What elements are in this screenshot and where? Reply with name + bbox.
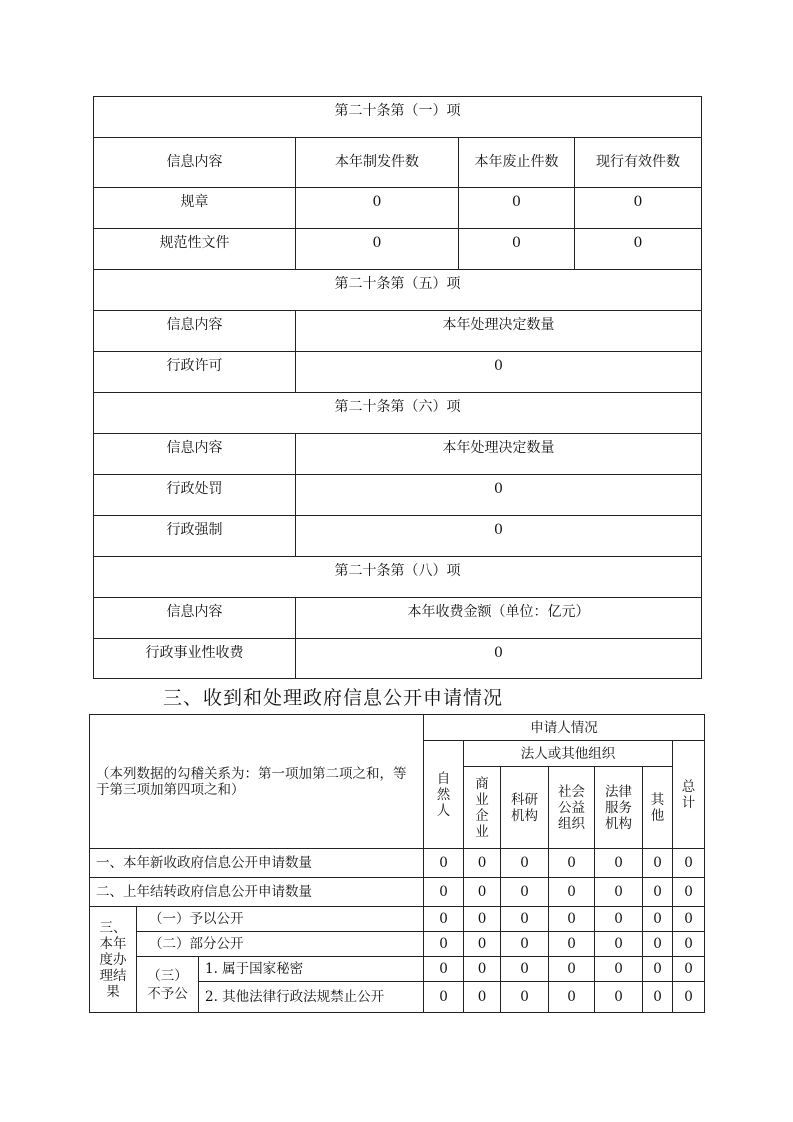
value-cell: 0 xyxy=(673,957,705,982)
not-disclosed-group-label: （三）不予公 xyxy=(137,957,199,1013)
value-cell: 0 xyxy=(595,957,643,982)
row-label: 2. 其他法律行政法规禁止公开 xyxy=(199,982,424,1013)
value-cell: 0 xyxy=(296,352,702,393)
value-cell: 0 xyxy=(501,932,549,957)
header-cell: 本年废止件数 xyxy=(459,138,575,188)
value-cell: 0 xyxy=(643,932,673,957)
col-other: 其他 xyxy=(643,767,673,849)
header-cell: 信息内容 xyxy=(94,138,296,188)
applicant-header: 申请人情况 xyxy=(424,715,705,741)
value-cell: 0 xyxy=(424,907,464,932)
total-header: 总计 xyxy=(673,741,705,849)
value-cell: 0 xyxy=(595,878,643,907)
value-cell: 0 xyxy=(549,907,595,932)
value-cell: 0 xyxy=(296,475,702,516)
value-cell: 0 xyxy=(673,907,705,932)
value-cell: 0 xyxy=(424,982,464,1013)
value-cell: 0 xyxy=(296,229,459,270)
balance-note: （本列数据的勾稽关系为：第一项加第二项之和，等于第三项加第四项之和） xyxy=(90,715,424,849)
header-cell: 本年收费金额（单位：亿元） xyxy=(296,598,702,639)
value-cell: 0 xyxy=(296,188,459,229)
value-cell: 0 xyxy=(549,878,595,907)
section-title: 第二十条第（八）项 xyxy=(94,557,702,598)
table-row xyxy=(94,229,702,270)
section-title: 第二十条第（六）项 xyxy=(94,393,702,434)
value-cell: 0 xyxy=(549,932,595,957)
value-cell: 0 xyxy=(464,932,501,957)
col-legal-service: 法律服务机构 xyxy=(595,767,643,849)
row-label: （二）部分公开 xyxy=(137,932,424,957)
value-cell: 0 xyxy=(464,878,501,907)
header-cell: 本年制发件数 xyxy=(296,138,459,188)
value-cell: 0 xyxy=(595,982,643,1013)
row-label: 行政事业性收费 xyxy=(94,639,296,679)
result-group-label: 三、本年度办理结果 xyxy=(90,907,137,1013)
statistics-table-article-20 xyxy=(93,96,702,679)
table-row xyxy=(90,957,705,982)
value-cell: 0 xyxy=(595,932,643,957)
value-cell: 0 xyxy=(424,957,464,982)
header-cell: 本年处理决定数量 xyxy=(296,434,702,475)
value-cell: 0 xyxy=(595,849,643,878)
row-label: 规章 xyxy=(94,188,296,229)
value-cell: 0 xyxy=(501,907,549,932)
header-cell: 现行有效件数 xyxy=(575,138,702,188)
row-label: 二、上年结转政府信息公开申请数量 xyxy=(90,878,424,907)
col-research: 科研机构 xyxy=(501,767,549,849)
value-cell: 0 xyxy=(643,878,673,907)
table-row xyxy=(90,849,705,878)
table-row xyxy=(90,878,705,907)
value-cell: 0 xyxy=(424,878,464,907)
row-label: 行政许可 xyxy=(94,352,296,393)
value-cell: 0 xyxy=(595,907,643,932)
table-row xyxy=(94,516,702,557)
value-cell: 0 xyxy=(501,878,549,907)
value-cell: 0 xyxy=(643,907,673,932)
value-cell: 0 xyxy=(673,849,705,878)
col-public-welfare: 社会公益组织 xyxy=(549,767,595,849)
value-cell: 0 xyxy=(575,229,702,270)
application-statistics-table xyxy=(89,714,705,1013)
value-cell: 0 xyxy=(501,982,549,1013)
table-row xyxy=(94,475,702,516)
value-cell: 0 xyxy=(501,957,549,982)
row-label: 行政强制 xyxy=(94,516,296,557)
value-cell: 0 xyxy=(296,639,702,679)
value-cell: 0 xyxy=(501,849,549,878)
section-title: 第二十条第（五）项 xyxy=(94,270,702,311)
row-label: 一、本年新收政府信息公开申请数量 xyxy=(90,849,424,878)
table-row xyxy=(94,188,702,229)
value-cell: 0 xyxy=(549,957,595,982)
header-cell: 本年处理决定数量 xyxy=(296,311,702,352)
col-commercial: 商业企业 xyxy=(464,767,501,849)
row-label: 行政处罚 xyxy=(94,475,296,516)
table-row xyxy=(94,352,702,393)
header-cell: 信息内容 xyxy=(94,598,296,639)
value-cell: 0 xyxy=(296,516,702,557)
value-cell: 0 xyxy=(464,907,501,932)
value-cell: 0 xyxy=(673,982,705,1013)
value-cell: 0 xyxy=(549,849,595,878)
value-cell: 0 xyxy=(673,932,705,957)
section-heading: 三、收到和处理政府信息公开申请情况 xyxy=(163,687,504,709)
value-cell: 0 xyxy=(643,849,673,878)
value-cell: 0 xyxy=(424,932,464,957)
value-cell: 0 xyxy=(459,188,575,229)
value-cell: 0 xyxy=(464,849,501,878)
row-label: 1. 属于国家秘密 xyxy=(199,957,424,982)
value-cell: 0 xyxy=(464,957,501,982)
value-cell: 0 xyxy=(549,982,595,1013)
value-cell: 0 xyxy=(643,982,673,1013)
header-cell: 信息内容 xyxy=(94,434,296,475)
value-cell: 0 xyxy=(459,229,575,270)
value-cell: 0 xyxy=(643,957,673,982)
value-cell: 0 xyxy=(673,878,705,907)
legal-org-header: 法人或其他组织 xyxy=(464,741,673,767)
row-label: （一）予以公开 xyxy=(137,907,424,932)
table-row xyxy=(90,907,705,932)
table-row xyxy=(94,639,702,679)
row-label: 规范性文件 xyxy=(94,229,296,270)
section-title: 第二十条第（一）项 xyxy=(94,97,702,138)
value-cell: 0 xyxy=(464,982,501,1013)
table-row xyxy=(90,932,705,957)
value-cell: 0 xyxy=(575,188,702,229)
value-cell: 0 xyxy=(424,849,464,878)
natural-person-header: 自然人 xyxy=(424,741,464,849)
header-cell: 信息内容 xyxy=(94,311,296,352)
